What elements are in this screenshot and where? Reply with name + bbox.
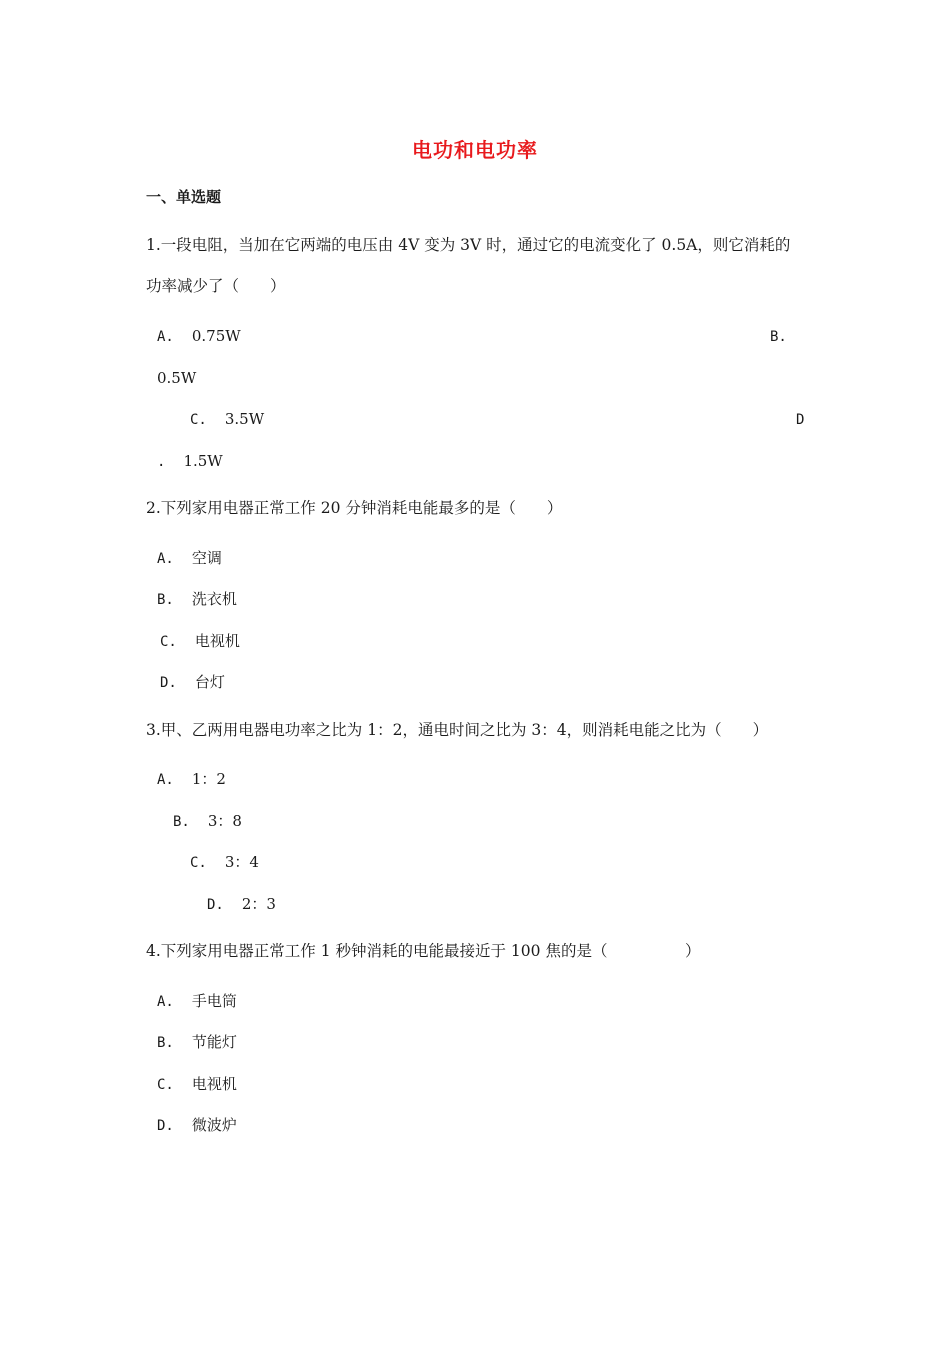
question-1-text-line2: 功率减少了（ ） [146,277,286,295]
option-letter: B. [770,329,787,345]
option-text: 电视机 [194,632,240,650]
option-text: 3.5W [224,410,265,428]
question-3-option-c[interactable] [190,852,259,873]
option-letter: . [157,454,166,470]
question-1-option-b-text [157,368,196,388]
option-letter: A. [157,994,174,1010]
question-1-text-line1: 1.一段电阻，当加在它两端的电压由 4V 变为 3V 时，通过它的电流变化了 0.5A，则它消耗的 [146,236,791,254]
question-2-option-d[interactable] [160,672,225,693]
question-4-option-b[interactable] [157,1032,237,1053]
option-letter: B. [173,814,190,830]
question-2-text: 2.下列家用电器正常工作 20 分钟消耗电能最多的是（ ） [146,499,563,517]
option-text: 1.5W [183,452,223,470]
question-4-text: 4.下列家用电器正常工作 1 秒钟消耗的电能最接近于 100 焦的是（ ） [146,942,701,960]
question-2-option-a[interactable] [157,548,222,569]
option-text: 1：2 [191,770,226,788]
option-text: 节能灯 [191,1033,237,1051]
question-3-option-b[interactable] [173,811,242,832]
option-letter: C. [157,1077,174,1093]
option-letter: B. [157,592,174,608]
question-1-option-b[interactable] [770,326,787,347]
question-1-option-d[interactable] [796,409,804,430]
option-text: 0.5W [157,369,197,387]
question-2-option-c[interactable] [160,631,240,652]
option-letter: C. [190,855,207,871]
option-letter: D. [160,675,177,691]
page-title: 电功和电功率 [412,138,538,162]
option-text: 手电筒 [191,992,237,1010]
option-letter: A. [157,551,174,567]
question-1-option-a[interactable] [157,326,241,347]
option-letter: A. [157,329,174,345]
option-text: 电视机 [191,1075,237,1093]
option-text: 洗衣机 [191,590,237,608]
option-text: 微波炉 [191,1116,237,1134]
option-letter: D. [157,1118,174,1134]
question-3-text: 3.甲、乙两用电器电功率之比为 1：2，通电时间之比为 3：4，则消耗电能之比为（ ） [146,721,769,739]
question-4-option-a[interactable] [157,991,237,1012]
question-4-option-d[interactable] [157,1115,237,1136]
option-text: 0.75W [191,327,241,345]
question-2-option-b[interactable] [157,589,237,610]
question-1-option-c[interactable] [190,409,264,430]
option-letter: A. [157,772,174,788]
option-text: 2：3 [241,895,276,913]
question-1-option-d-text [157,451,223,472]
option-text: 3：4 [224,853,259,871]
question-3-option-a[interactable] [157,769,226,790]
option-text: 3：8 [207,812,242,830]
option-text: 空调 [191,549,222,567]
option-letter: C. [190,412,207,428]
option-text: 台灯 [194,673,225,691]
option-letter: D [796,412,805,428]
question-4-option-c[interactable] [157,1074,237,1095]
option-letter: C. [160,634,177,650]
option-letter: D. [207,897,224,913]
option-letter: B. [157,1035,174,1051]
section-heading: 一、单选题 [146,188,222,206]
question-3-option-d[interactable] [207,894,276,915]
